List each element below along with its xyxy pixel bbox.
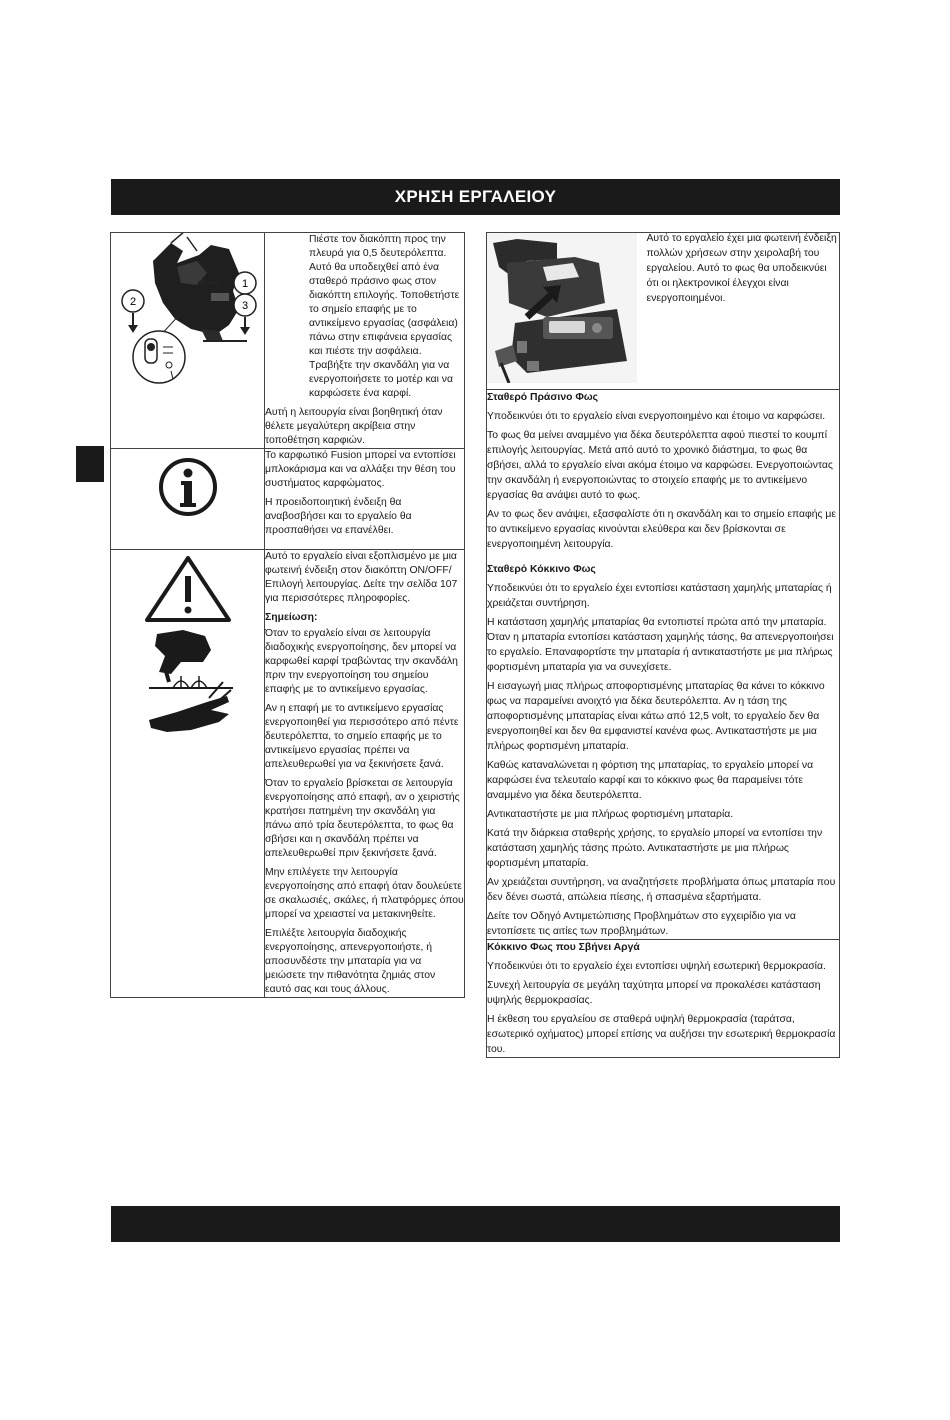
red-light-heading: Σταθερό Κόκκινο Φως [487,564,596,575]
table-row [487,233,840,390]
instruction-text-cell [265,449,465,550]
instruction-paragraph: Όταν το εργαλείο είναι σε λειτουργία διαδοχικής ενεργοποίησης, δεν μπορεί να καρφωθεί καρφί τραβώντας την σκανδάλη πριν την ενεργοποίηση του σημείου επαφής με το αντικείμενο εργασίας. [265,628,458,695]
indicator-paragraph: Η κατάσταση χαμηλής μπαταρίας θα εντοπιστεί πρώτα από την μπαταρία. Όταν η μπαταρία εντοπίσει κατάσταση χαμηλής τάσης, θα απενεργοποιήσει το εργαλείο. Επαναφορτίστε την μπαταρία ή αντικαταστήστε με μια πλήρως φορτισμένη μπαταρία για να συνεχίσετε. [487,617,834,673]
nailer-trigger-diagram [111,233,265,388]
warning-icons-cell [111,550,265,998]
footer-bar [111,1206,840,1242]
indicator-paragraph: Αν το φως δεν ανάψει, εξασφαλίστε ότι η σκανδάλη και το σημείο επαφής με το αντικείμενο εργασίας κινούνται ελεύθερα και δεν βρίσκονται σε ενεργοποιημένη λειτουργία. [487,509,837,550]
tool-handle-photo [487,233,637,383]
indicator-paragraph: Κατά την διάρκεια σταθερής χρήσης, το εργαλείο μπορεί να εντοπίσει την κατάσταση χαμηλής τάσης πρώτο. Αντικαταστήστε με μια πλήρως φορτισμένη μπαταρία. [487,828,823,869]
table-row [487,390,840,940]
callout-badge-1-label: 1 [241,278,249,290]
nailer-hazard-icon [149,630,233,688]
instruction-paragraph: Το καρφωτικό Fusion μπορεί να εντοπίσει μπλοκάρισμα και να αλλάξει την θέση του συστήματος καρφώματος. [265,450,456,489]
chapter-tab [76,446,104,482]
instruction-paragraph: Αυτή η λειτουργία είναι βοηθητική όταν θέλετε μεγαλύτερη ακρίβεια στην τοποθέτηση καρφιών. [265,407,443,446]
instruction-paragraph: Αν η επαφή με το αντικείμενο εργασίας ενεργοποιηθεί για περισσότερο από πέντε δευτερόλεπτα, το σημείο επαφής με το αντικείμενο εργασίας πρέπει να απελευθερωθεί για να ξεκινήσετε ξανά. [265,703,459,770]
slow-red-light-section [487,940,840,1058]
instruction-text-cell [265,233,465,449]
tool-handle-photo-cell [487,233,647,390]
right-indicator-table [486,232,840,1058]
instruction-text-cell [265,550,465,998]
section-title: ΧΡΗΣΗ ΕΡΓΑΛΕΙΟΥ [394,187,557,206]
nailer-diagram-cell [111,233,265,449]
indicator-paragraph: Αντικαταστήστε με μια πλήρως φορτισμένη μπαταρία. [487,809,734,820]
table-row [111,550,465,998]
section-header [111,179,840,215]
table-row [111,233,465,449]
callout-badge-3-label: 3 [241,300,249,312]
left-instruction-table [110,232,465,998]
info-icon [111,449,265,549]
hand-hazard-icon [149,682,231,732]
note-label: Σημείωση: [265,612,318,623]
indicator-paragraph: Δείτε τον Οδηγό Αντιμετώπισης Προβλημάτων στο εγχειρίδιο για να εντοπίσετε τις αιτίες των προβλημάτων. [487,911,796,937]
indicator-paragraph: Το φως θα μείνει αναμμένο για δέκα δευτερόλεπτα αφού πιεστεί το κουμπί επιλογής λειτουργίας. Μετά από αυτό το χρονικό διάστημα, το φως θα σβήσει, αλλά το εργαλείο είναι ακόμα έτοιμο να καρφώσει. Ενεργοποιώντας την σκανδάλη ή ενεργοποιώντας το στοιχείο επαφής με το αντικείμενο εργασίας θα ανάψει αυτό το φως. [487,430,833,501]
indicator-paragraph: Η εισαγωγή μιας πλήρως αποφορτισμένης μπαταρίας θα κάνει το κόκκινο φως να παραμείνει ανοιχτό για δέκα δευτερόλεπτα. Αν η τάση της αποφορτισμένης μπαταρίας είναι κάτω από 12,5 volt, το εργαλείο δεν θα ενεργοποιηθεί και δεν θα εμφανιστεί κανένα φως. Αντικαταστήστε με μια πλήρως φορτισμένη μπαταρία. [487,681,825,752]
info-icon-cell [111,449,265,550]
instruction-paragraph: Η προειδοποιητική ένδειξη θα αναβοσβήσει και το εργαλείο θα προσπαθήσει να επανέλθει. [265,497,412,536]
instruction-paragraph: Όταν το εργαλείο βρίσκεται σε λειτουργία ενεργοποίησης από επαφή, αν ο χειριστής κρατήσει πατημένη την σκανδάλη για πάνω από τρία δευτερόλεπτα, το φως θα σβήσει και η σκανδάλη πρέπει να απελευθερωθεί πριν ξεκινήσετε ξανά. [265,778,460,859]
table-row [487,940,840,1058]
indicator-intro-cell [647,233,840,390]
indicator-paragraph: Η έκθεση του εργαλείου σε σταθερά υψηλή θερμοκρασία (ταράτσα, εσωτερικό οχήματος) μπορεί επίσης να αυξήσει την εσωτερική θερμοκρασία του. [487,1014,836,1055]
table-row [111,449,465,550]
instruction-paragraph: Πιέστε τον διακόπτη προς την πλευρά για 0,5 δευτερόλεπτα. Αυτό θα υποδειχθεί από ένα σταθερό πράσινο φως στον διακόπτη επιλογής. Τοποθετήστε το σημείο επαφής με το αντικείμενο εργασίας (ασφάλεια) πάνω στην επιφάνεια εργασίας και πιέστε την ασφάλεια. Τραβήξτε την σκανδάλη για να ενεργοποιήσετε το μοτέρ και να καρφώσετε ένα καρφί. [309,234,460,399]
indicator-paragraph: Υποδεικνύει ότι το εργαλείο έχει εντοπίσει κατάσταση χαμηλής μπαταρίας ή χρειάζεται συντήρηση. [487,583,832,609]
slow-red-light-heading: Κόκκινο Φως που Σβήνει Αργά [487,942,640,953]
indicator-paragraph: Καθώς καταναλώνεται η φόρτιση της μπαταρίας, το εργαλείο μπορεί να καρφώσει ένα τελευταίο καρφί και το κόκκινο φως θα παραμείνει τότε αναμμένο για δέκα δευτερόλεπτα. [487,760,814,801]
green-light-heading: Σταθερό Πράσινο Φως [487,392,599,403]
warning-triangle-icon [111,550,265,750]
instruction-paragraph: Επιλέξτε λειτουργία διαδοχικής ενεργοποίησης, απενεργοποιήστε, ή αποσυνδέστε την μπαταρία για να μειώσετε την πιθανότητα ζημιάς στον εαυτό σας και τους άλλους. [265,928,436,995]
indicator-paragraph: Υποδεικνύει ότι το εργαλείο έχει εντοπίσει υψηλή εσωτερική θερμοκρασία. [487,961,826,972]
indicator-paragraph: Αυτό το εργαλείο έχει μια φωτεινή ένδειξη πολλών χρήσεων στην χειρολαβή του εργαλείου. Αυτό το φως θα υποδεικνύει ότι οι ηλεκτρονικοί έλεγχοι είναι ενεργοποιημένοι. [646,233,837,304]
indicator-paragraph: Υποδεικνύει ότι το εργαλείο είναι ενεργοποιημένο και έτοιμο να καρφώσει. [487,411,826,422]
green-light-section [487,390,840,940]
callout-badge-2-label: 2 [129,296,137,308]
indicator-paragraph: Αν χρειάζεται συντήρηση, να αναζητήσετε προβλήματα όπως μπαταρία που δεν δένει σωστά, απώλεια πίεσης, ή σπασμένα εξαρτήματα. [487,877,836,903]
indicator-paragraph: Συνεχή λειτουργία σε μεγάλη ταχύτητα μπορεί να προκαλέσει κατάσταση υψηλής θερμοκρασίας. [487,980,821,1006]
instruction-paragraph: Μην επιλέγετε την λειτουργία ενεργοποίησης από επαφή όταν δουλεύετε σε σκαλωσιές, σκάλες, ή πλατφόρμες όπου μπορεί να χρειαστεί να μετακινηθείτε. [265,867,464,920]
instruction-paragraph: Αυτό το εργαλείο είναι εξοπλισμένο με μια φωτεινή ένδειξη στον διακόπτη ON/OFF/Επιλογή λειτουργίας. Δείτε την σελίδα 107 για περισσότερες πληροφορίες. [265,551,458,604]
